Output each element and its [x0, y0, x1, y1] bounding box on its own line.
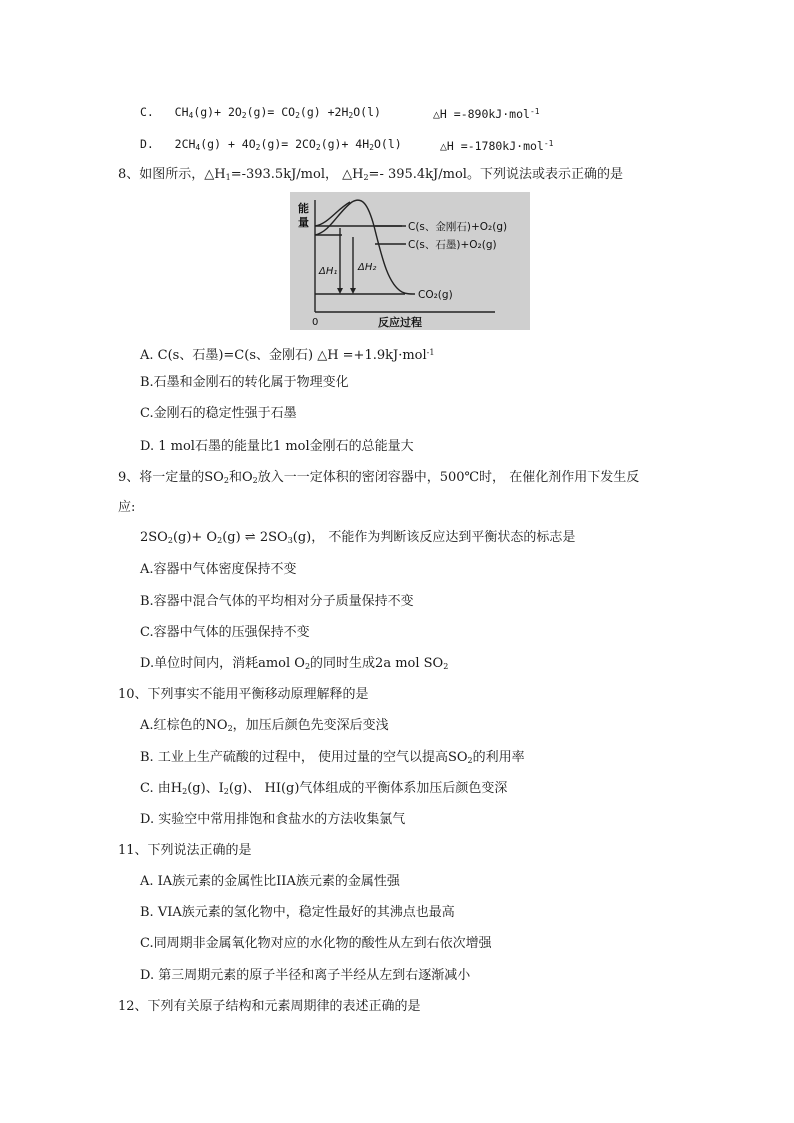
- question-9-option-d: D.单位时间内，消耗amol $O_2$的同时生成2a mol $SO_2$: [140, 656, 449, 671]
- question-8-option-b: B.石墨和金刚石的转化属于物理变化: [140, 375, 349, 390]
- diamond-level-label: C(s、金刚石)+O₂(g): [408, 221, 508, 233]
- question-10-option-a: A.红棕色的$NO_2$，加压后颜色先变深后变浅: [140, 718, 389, 733]
- question-8-stem: 8、如图所示，$\triangle H_1=-393.5kJ$/mol， $\triangle H_2=-$ 395.4kJ/mol。下列说法或表示正确的是: [118, 167, 623, 182]
- question-10-option-d: D. 实验空中常用排饱和食盐水的方法收集氯气: [140, 812, 406, 827]
- question-10-option-c: C. 由$H_2(g)$、$I_2(g)$、 HI(g)气体组成的平衡体系加压后颜色变深: [140, 781, 508, 796]
- graphite-level-label: C(s、石墨)+O₂(g): [408, 239, 497, 251]
- question-9-option-b: B.容器中混合气体的平均相对分子质量保持不变: [140, 594, 414, 609]
- energy-diagram: [290, 192, 530, 330]
- y-label-top: 能: [298, 202, 309, 215]
- option-c-line: C. $CH_4(g)+ 2O_2(g)= CO_2(g) +2H_2O(l)$: [140, 105, 381, 120]
- x-axis-label: 反应过程: [378, 316, 422, 329]
- dh2-label: ΔH₂: [358, 262, 377, 273]
- question-8-option-a: A. C(s、石墨)=C(s、金刚石) △H =+1.9kJ·mol$^{-1}$: [140, 348, 435, 363]
- equilibrium-arrow: ⇌: [244, 530, 256, 545]
- option-c-enthalpy: △H =-890kJ·mol$^{-1}$: [433, 107, 540, 121]
- origin-label: 0: [312, 317, 319, 328]
- question-11-option-d: D. 第三周期元素的原子半径和离子半经从左到右逐渐减小: [140, 968, 471, 983]
- question-9-option-a: A.容器中气体密度保持不变: [140, 562, 297, 577]
- question-11-option-b: B. VIA族元素的氢化物中，稳定性最好的其沸点也最高: [140, 905, 455, 920]
- question-8-option-d: D. 1 mol石墨的能量比1 mol金刚石的总能量大: [140, 439, 414, 454]
- option-d-line: D. $2CH_4(g) + 4O_2(g)= 2CO_2(g)+ 4H_2O(l)$: [140, 137, 402, 152]
- product-level-label: CO₂(g): [418, 289, 453, 301]
- question-11-option-c: C.同周期非金属氧化物对应的水化物的酸性从左到右依次增强: [140, 936, 492, 951]
- question-9-stem-cont: 应:: [118, 500, 136, 515]
- question-11-stem: 11、下列说法正确的是: [118, 843, 252, 858]
- reaction-curve-graphite: [315, 200, 415, 294]
- question-9-option-c: C.容器中气体的压强保持不变: [140, 625, 310, 640]
- question-10-option-b: B. 工业上生产硫酸的过程中， 使用过量的空气以提高$SO_2$的利用率: [140, 750, 525, 765]
- y-label-bottom: 量: [298, 216, 309, 229]
- question-8-option-c: C.金刚石的稳定性强于石墨: [140, 406, 297, 421]
- option-d-enthalpy: △H =-1780kJ·mol$^{-1}$: [440, 139, 554, 153]
- question-12-stem: 12、下列有关原子结构和元素周期律的表述正确的是: [118, 999, 421, 1014]
- question-10-stem: 10、下列事实不能用平衡移动原理解释的是: [118, 687, 369, 702]
- question-11-option-a: A. IA族元素的金属性比IIA族元素的金属性强: [140, 874, 400, 889]
- question-9-stem: 9、将一定量的$SO_2$和$O_2$放入一一定体积的密闭容器中，500℃时， 在催化剂作用下发生反: [118, 470, 640, 485]
- question-9-equation: $2SO_2(g)+ O_2(g)$ ⇌ $2SO_3(g)$， 不能作为判断该反应达到平衡状态的标志是: [140, 530, 576, 545]
- dh1-label: ΔH₁: [319, 266, 338, 277]
